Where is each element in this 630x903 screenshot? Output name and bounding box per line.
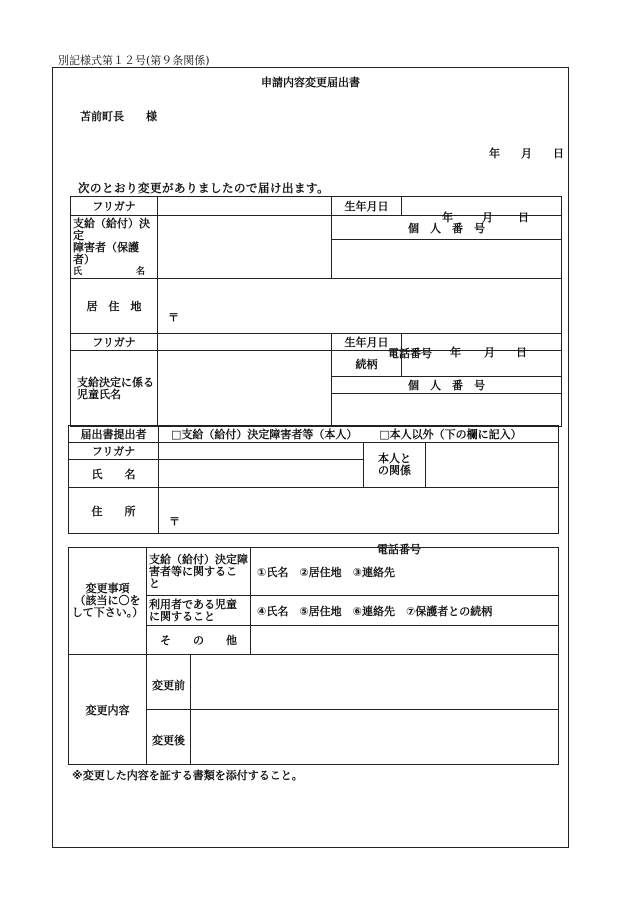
- cat2-line2: に関すること: [149, 609, 215, 623]
- cat2-line1: 利用者である児童: [149, 597, 237, 611]
- cat1-line2: 害者等に関するこ: [149, 564, 237, 578]
- applicant-label-line1: 支給（給付）決定: [73, 217, 150, 242]
- child-mynumber-boxes[interactable]: [332, 394, 562, 427]
- child-birth-year-label: 年: [450, 346, 461, 359]
- change-table: [68, 547, 559, 765]
- change-items-label: [69, 548, 147, 655]
- category-child-options[interactable]: ④氏名 ⑤居住地 ⑥連絡先 ⑦保護者との続柄: [251, 596, 559, 626]
- addressee: 苫前町長 様: [80, 110, 157, 123]
- child-birthdate-label: 生年月日: [332, 334, 402, 351]
- footer-note: ※変更した内容を証する書類を添付すること。: [72, 769, 303, 782]
- change-items-line1: 変更事項: [85, 582, 130, 595]
- after-label: 変更後: [147, 710, 191, 765]
- child-birth-day-label: 日: [516, 346, 527, 359]
- cat1-line3: と: [149, 576, 160, 590]
- relation-to-self-label: [364, 443, 426, 488]
- postal-mark: 〒: [168, 311, 179, 324]
- address-label: 居 住 地: [71, 279, 158, 334]
- applicant-label-line3: 氏 名: [73, 267, 146, 277]
- birthdate-label: 生年月日: [332, 197, 402, 216]
- submitter-furigana-field[interactable]: [159, 443, 364, 460]
- category-applicant: [147, 548, 251, 596]
- submitter-phone-label: 電話番号: [377, 542, 421, 556]
- applicant-name-field[interactable]: [158, 216, 332, 279]
- relation-label: 続柄: [332, 351, 402, 377]
- submitter-address-field[interactable]: [159, 488, 559, 556]
- mynumber-label: 個 人 番 号: [332, 216, 562, 240]
- after-field[interactable]: [191, 710, 559, 765]
- submitter-address-label: 住 所: [69, 488, 159, 534]
- category-applicant-options[interactable]: ①氏名 ②居住地 ③連絡先: [251, 548, 559, 596]
- submitter-name-field[interactable]: [159, 460, 364, 488]
- child-furigana-label: フリガナ: [71, 334, 158, 351]
- submitter-name-label: 氏 名: [69, 460, 159, 488]
- intro-text: 次のとおり変更がありましたので届け出ます。: [78, 181, 330, 195]
- relation-to-self-field[interactable]: [426, 443, 559, 488]
- option-self-checkbox[interactable]: □支給（給付）決定障害者等（本人）: [171, 428, 358, 441]
- submitter-options: [159, 426, 559, 443]
- child-label-line1: 支給決定に係る: [77, 375, 154, 389]
- date-month-label: 月: [521, 147, 532, 160]
- birth-day-label: 日: [518, 211, 529, 224]
- before-field[interactable]: [191, 655, 559, 710]
- birth-year-label: 年: [442, 211, 453, 224]
- submitter-table: [68, 425, 559, 556]
- child-label-line2: 児童氏名: [77, 387, 121, 401]
- relation-line2: の関係: [378, 464, 411, 477]
- submitter-label: 届出書提出者: [69, 426, 159, 443]
- furigana-label: フリガナ: [71, 197, 158, 216]
- child-mynumber-label: 個 人 番 号: [332, 377, 562, 394]
- change-items-line2: （該当に〇を: [74, 594, 141, 607]
- category-other-field[interactable]: [251, 626, 559, 655]
- child-furigana-field[interactable]: [158, 334, 332, 351]
- relation-line1: 本人と: [378, 452, 411, 465]
- birthdate-field[interactable]: [402, 197, 562, 224]
- cat1-line1: 支給（給付）決定障: [149, 552, 248, 566]
- child-name-field[interactable]: [158, 351, 332, 427]
- submitter-postal-mark: 〒: [169, 514, 180, 528]
- submitter-furigana-label: フリガナ: [69, 443, 159, 460]
- date-day-label: 日: [553, 147, 564, 160]
- change-items-line3: して下さい。）: [71, 606, 144, 619]
- form-number-label: 別記様式第１２号(第９条関係): [58, 54, 210, 67]
- applicant-label-line2: 障害者（保護者）: [73, 241, 139, 266]
- change-content-label: 変更内容: [69, 655, 147, 765]
- child-name-label: [71, 351, 158, 427]
- date-year-label: 年: [489, 147, 500, 160]
- child-birth-month-label: 月: [484, 346, 495, 359]
- applicant-name-label: [71, 216, 158, 279]
- category-other: そ の 他: [147, 626, 251, 655]
- birth-month-label: 月: [482, 211, 493, 224]
- applicant-table: [70, 196, 562, 427]
- furigana-field[interactable]: [158, 197, 332, 216]
- option-other-checkbox[interactable]: □本人以外（下の欄に記入）: [379, 428, 522, 441]
- category-child: [147, 596, 251, 626]
- phone-label: 電話番号: [388, 347, 432, 360]
- before-label: 変更前: [147, 655, 191, 710]
- form-title: 申請内容変更届出書: [261, 76, 360, 89]
- mynumber-boxes[interactable]: [332, 240, 562, 279]
